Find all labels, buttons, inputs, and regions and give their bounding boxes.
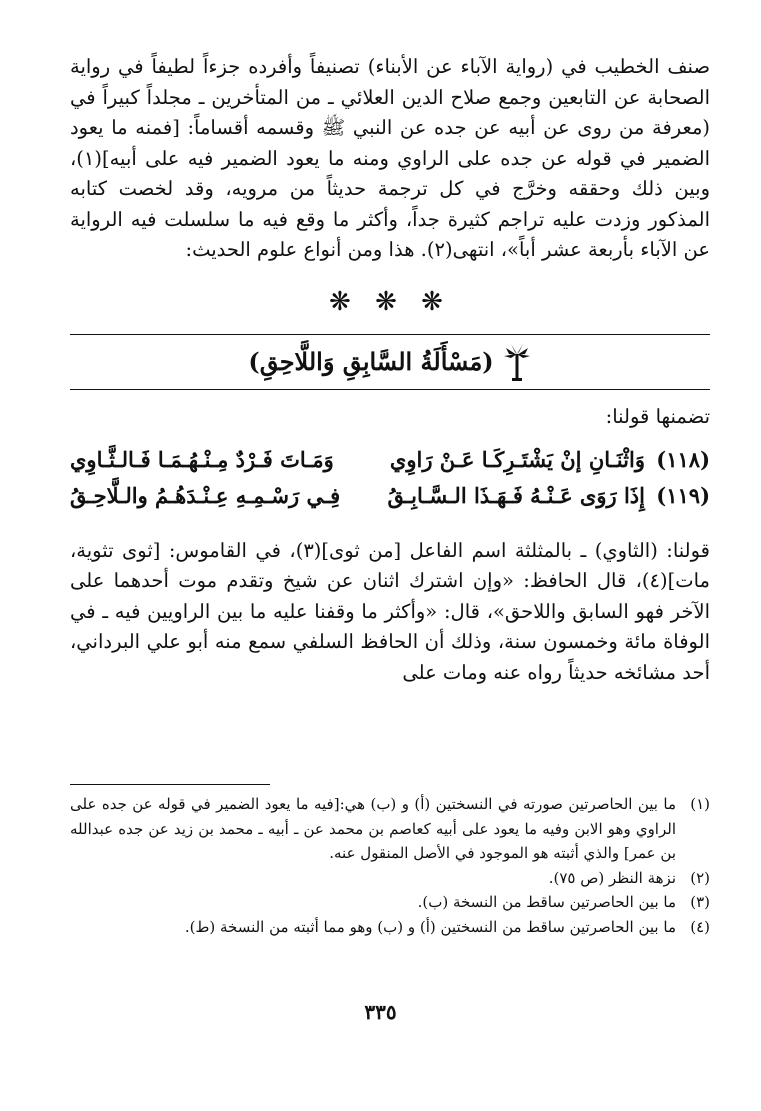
footnote	[70, 792, 710, 866]
footnote-text: ما بين الحاصرتين صورته في النسختين (أ) و (ب) هي:[فيه ما يعود الضمير في قوله عن جده على الراوي وهو الابن وفيه ما يعود على أبيه كعاصم بن محمد عن ـ أبيه ـ محمد بن زيد عن جده عبدالله بن عمر] والذي أثبته هو الموجود في الأصل المنقول عنه.	[70, 795, 676, 862]
footnote-text: نزهة النظر (ص ٧٥).	[548, 868, 676, 887]
commentary-paragraph: قولنا: (الثاوي) ـ بالمثلثة اسم الفاعل [من ثوى](٣)، في القاموس: [ثوى تثوية، مات](٤)، قال الحافظ: «وإن اشترك اثنان عن شيخ وتقدم موت أحدهما على الآخر فهو السابق واللاحق»، قال: «وأكثر ما وقفنا عليه ما بين الراويين فيه ـ في الوفاة مائة وخمسون سنة، وذلك أن الحافظ السلفي سمع منه أبو علي البرداني، أحد مشائخه حديثاً رواه عنه ومات على	[70, 538, 710, 684]
heading-bottom-rule	[70, 389, 710, 390]
verses-intro: تضمنها قولنا:	[605, 404, 710, 428]
footnote-number: (١)	[690, 795, 710, 813]
footnote-text: ما بين الحاصرتين ساقط من النسخة (ب).	[417, 893, 676, 911]
footnote-number: (٣)	[690, 893, 710, 911]
footnote	[70, 890, 710, 915]
verse-first-hemistich: (١١٨) وَاثْنَـانِ إنْ يَشْتَـرِكَـا عَـنْ رَاوِي	[389, 446, 710, 472]
separator-stars: ❋ ❋ ❋	[329, 286, 451, 317]
footnote	[70, 866, 710, 891]
verse-second-hemistich: وَمَـاتَ فَـرْدٌ مِـنْـهُـمَـا فَـالـثَّـاوِي	[70, 446, 334, 472]
footnote-text: ما بين الحاصرتين ساقط من النسختين (أ) و (ب) وهو مما أثبته من النسخة (ط).	[184, 917, 676, 936]
verse-number: (١١٨)	[656, 446, 710, 472]
section-heading-box	[70, 335, 710, 389]
footnote	[70, 915, 710, 940]
verse-line	[70, 478, 710, 514]
footnotes	[70, 792, 710, 939]
verse-second-hemistich: فِـي رَسْـمِـهِ عِـنْـدَهُـمُ والـلَّاحِـقُ	[70, 482, 341, 508]
intro-paragraph: صنف الخطيب في (رواية الآباء عن الأبناء) تصنيفاً وأفرده جزءاً لطيفاً في رواية الصحابة عن التابعين وجمع صلاح الدين العلائي ـ من المتأخرين ـ مجلداً كبيراً في (معرفة من روى عن أبيه عن جده عن النبي ﷺ وقسمه أقساماً: [فمنه ما يعود الضمير في قوله عن جده على الراوي ومنه ما يعود الضمير فيه على أبيه](١)، وبين ذلك وحققه وخرَّج في كل ترجمة حديثاً من مرويه، وقد لخصت كتابه المذكور وزدت عليه تراجم كثيرة جداً، وأكثر ما وقع فيه ما سلسلت فيه الرواية عن الآباء بأربعة عشر أباً»، انتهى(٢). هذا ومن أنواع علوم الحديث:	[70, 55, 710, 261]
footnote-separator	[70, 784, 270, 785]
verse-line	[70, 442, 710, 478]
page-number: ٣٣٥	[364, 1000, 397, 1024]
verse-number: (١١٩)	[656, 482, 710, 508]
footnote-number: (٤)	[690, 917, 710, 936]
verse-first-hemistich: (١١٩) إِذَا رَوَى عَـنْـهُ فَـهَـذَا الـسَّـابِـقُ	[387, 482, 710, 508]
section-heading: (مَسْأَلَةُ السَّابِقِ وَاللَّاحِقِ)	[248, 347, 494, 376]
page-body	[70, 52, 710, 688]
footnote-number: (٢)	[690, 868, 710, 887]
palm-tree-icon	[502, 342, 532, 382]
